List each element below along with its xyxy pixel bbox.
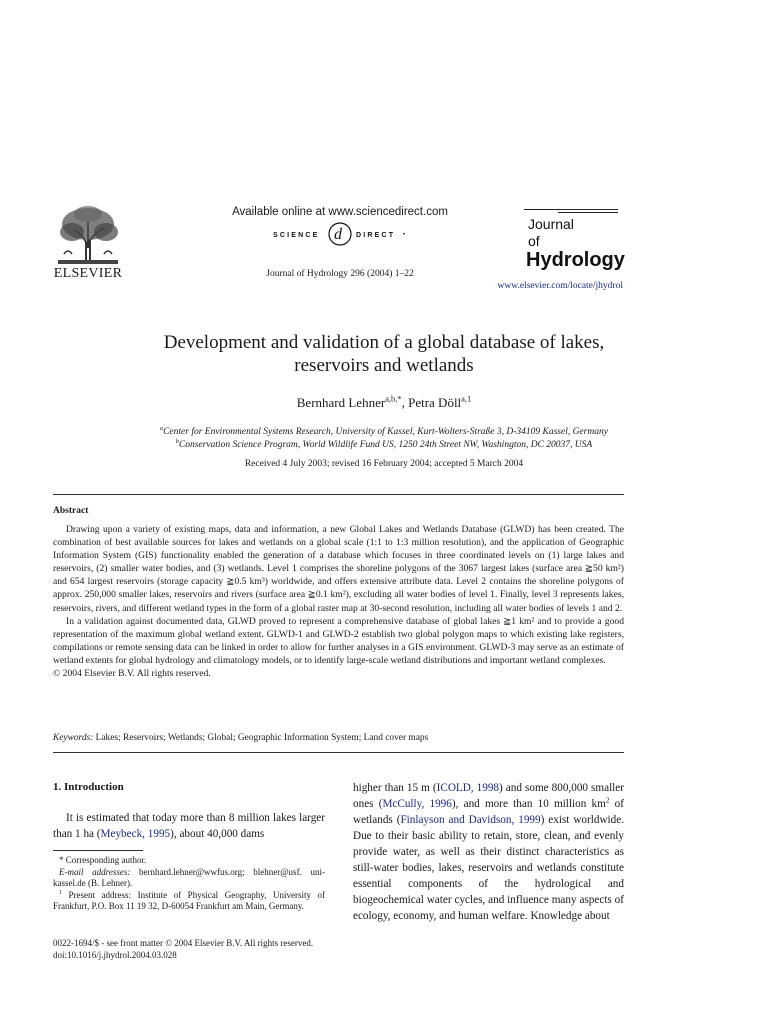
author-1-name[interactable]: Bernhard Lehner xyxy=(296,395,386,410)
affiliation-a-mark: a xyxy=(160,425,164,432)
citation-icold-1998[interactable]: ICOLD, 1998 xyxy=(436,782,500,794)
abstract-top-rule xyxy=(53,494,624,495)
received-dates: Received 4 July 2003; revised 16 February 2004; accepted 5 March 2004 xyxy=(244,459,524,469)
abstract-paragraph-2: In a validation against documented data, GLWD proved to represent a comprehensive database of global lakes ≧1 km² and to provide a good representation of the maximum global wetland extent. GLWD-1 and GLWD-2 establish two global polygon maps to which existing lake registers, compilations or remote sensing data can be linked in order to allow for further analyses in a GIS environment. GLWD-3 may serve as an estimate of wetland extents for global hydrology and climatology models, or to identify large-scale wetland distributions and important wetland complexes. xyxy=(53,615,624,666)
affiliation-a-text: Center for Environmental Systems Research, University of Kassel, Kurt-Wolters-Straße 3, D-34109 Kassel, Germany xyxy=(163,427,608,437)
author-separator: , xyxy=(401,395,409,410)
journal-logo-line1: Journal xyxy=(528,216,574,232)
intro-right-text-d: of wetlands ( xyxy=(353,798,624,826)
intro-right-text-a: higher than 15 m ( xyxy=(353,782,437,794)
footnote-email xyxy=(53,867,325,890)
intro-right-text-c: ), and more than 10 million km xyxy=(451,798,606,810)
footnote-present-address xyxy=(53,890,325,913)
abstract-body xyxy=(53,523,624,680)
keywords xyxy=(53,733,624,743)
abstract-paragraph-1: Drawing upon a variety of existing maps, data and information, a new Global Lakes and Wetlands Database (GLWD) has been created. The combination of best available sources for lakes and wetlands on a global scale (1:1 to 1:3 million resolution), and the application of Geographic Information System (GIS) functionality enabled the generation of a database which focuses in three coordinated levels on (1) large lakes and reservoirs, (2) smaller water bodies, and (3) wetlands. Level 1 comprises the shoreline polygons of the 3067 largest lakes (surface area ≧50 km²) and 654 largest reservoirs (storage capacity ≧0.5 km³) worldwide, and offers extensive attribute data. Level 2 contains the shoreline polygons of approx. 250,000 smaller lakes, reservoirs and rivers (surface area ≧0.1 km²), excluding all water bodies of level 1. Finally, level 3 represents lakes, reservoirs, rivers, and different wetland types in the form of a global raster map at 30-second resolution, including all water bodies of levels 1 and 2. xyxy=(53,524,624,614)
abstract-heading: Abstract xyxy=(53,506,89,516)
footnote-email-text[interactable]: bernhard.lehner@wwfus.org; blehner@usf. uni-kassel.de (B. Lehner). xyxy=(53,866,325,888)
author-1-marks: a,b,* xyxy=(385,393,402,404)
affiliation-b xyxy=(60,439,708,452)
footnote-present-text: Present address: Institute of Physical Geography, University of Frankfurt, P.O. Box 11 19 32, D-60054 Frankfurt am Main, Germany. xyxy=(53,889,325,911)
front-matter xyxy=(53,937,403,961)
intro-right-text-e: ) exist worldwide. Due to their basic ability to retain, store, clean, and evenly provide water, as well as their distinct characteristics as still-water bodies, lakes, reservoirs and wetlands constitute essential components of the hydrological and biogeochemical water cycles, and influence many aspects of ecology, economy, and human welfare. Knowledge about xyxy=(353,814,624,922)
journal-url-link[interactable]: www.elsevier.com/locate/jhydrol xyxy=(497,281,623,291)
paper-title xyxy=(60,331,708,377)
footnote-rule xyxy=(53,850,143,851)
affiliation-a xyxy=(60,426,708,439)
affiliation-b-text: Conservation Science Program, World Wildlife Fund US, 1250 24th Street NW, Washington, DC 20037, USA xyxy=(178,440,593,450)
intro-right-column xyxy=(353,780,624,924)
sciencedirect-left-text: SCIENCE xyxy=(273,232,320,239)
keywords-label: Keywords: xyxy=(53,733,94,743)
footnotes xyxy=(53,855,325,913)
author-2-marks: a,1 xyxy=(461,393,472,404)
abstract-bottom-rule xyxy=(53,752,624,753)
intro-right-text-b: ) and some 800,000 smaller ones ( xyxy=(353,782,624,810)
section-heading-introduction: 1. Introduction xyxy=(53,781,124,793)
sciencedirect-right-text: DIRECT xyxy=(356,232,396,239)
available-online-text: Available online at www.sciencedirect.com xyxy=(232,206,448,218)
title-line-2: reservoirs and wetlands xyxy=(294,355,474,376)
sciencedirect-logo xyxy=(255,220,425,248)
intro-right-sup: 2 xyxy=(605,796,610,805)
intro-left-column xyxy=(53,810,325,842)
citation-mccully-1996[interactable]: McCully, 1996 xyxy=(382,798,452,810)
intro-left-text-b: ), about 40,000 dams xyxy=(170,828,265,840)
title-line-1: Development and validation of a global database of lakes, xyxy=(163,332,605,353)
citation-meybeck-1995[interactable]: Meybeck, 1995 xyxy=(100,828,171,840)
journal-of-hydrology-logo xyxy=(524,205,634,275)
affiliations xyxy=(60,426,708,452)
citation-finlayson-davidson-1999[interactable]: Finlayson and Davidson, 1999 xyxy=(400,814,541,826)
footnote-email-label: E-mail addresses: xyxy=(59,866,131,877)
elsevier-wordmark: ELSEVIER xyxy=(53,266,123,281)
intro-left-text-a: It is estimated that today more than 8 million lakes larger than 1 ha ( xyxy=(53,812,325,840)
affiliation-b-mark: b xyxy=(175,438,179,445)
doi-line[interactable]: doi:10.1016/j.jhydrol.2004.03.028 xyxy=(53,950,177,960)
svg-text:•: • xyxy=(403,232,406,238)
journal-logo-line3: Hydrology xyxy=(526,249,625,271)
svg-text:d: d xyxy=(334,226,342,243)
footnote-present-mark: 1 xyxy=(59,889,62,896)
author-2-name[interactable]: Petra Döll xyxy=(408,395,462,410)
journal-logo-line2: of xyxy=(528,233,540,249)
issn-line: 0022-1694/$ - see front matter © 2004 Elsevier B.V. All rights reserved. xyxy=(53,938,314,948)
journal-citation: Journal of Hydrology 296 (2004) 1–22 xyxy=(266,269,414,279)
footnote-corresponding: * Corresponding author. xyxy=(59,855,147,865)
abstract-copyright: © 2004 Elsevier B.V. All rights reserved. xyxy=(53,668,211,680)
author-list xyxy=(60,395,708,411)
keywords-text: Lakes; Reservoirs; Wetlands; Global; Geographic Information System; Land cover maps xyxy=(93,733,429,743)
